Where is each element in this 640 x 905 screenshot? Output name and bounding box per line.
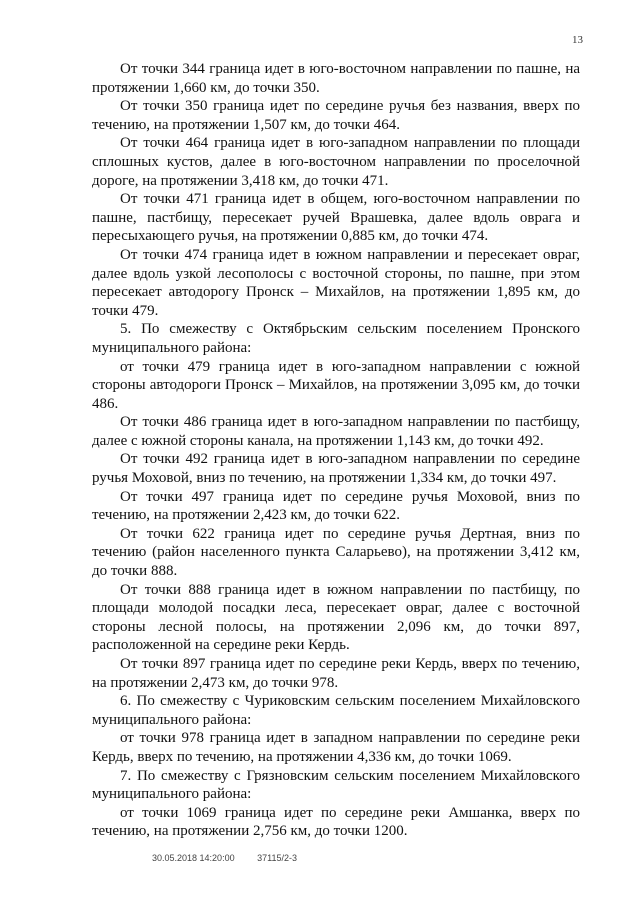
section-heading: 7. По смежеству с Грязновским сельским поселением Михайловского муниципального района:: [92, 767, 580, 803]
paragraph: от точки 479 граница идет в юго-западном направлении с южной стороны автодороги Пронск – Михайлов, на протяжении 3,095 км, до точки 486.: [92, 358, 580, 412]
paragraph: От точки 888 граница идет в южном направлении по пастбищу, по площади молодой посадки леса, пересекает овраг, далее с восточной стороны лесной полосы, на протяжении 2,096 км, до точки 897, расположенной на середине реки Кердь.: [92, 581, 580, 654]
footer-doc-id: 37115/2-3: [257, 853, 297, 863]
paragraph: От точки 897 граница идет по середине реки Кердь, вверх по течению, на протяжении 2,473 км, до точки 978.: [92, 656, 580, 691]
paragraph: От точки 486 граница идет в юго-западном направлении по пастбищу, далее с южной стороны канала, на протяжении 1,143 км, до точки 492.: [92, 414, 580, 449]
paragraph: От точки 492 граница идет в юго-западном направлении по середине ручья Моховой, вниз по течению, на протяжении 1,334 км, до точки 497.: [92, 451, 580, 487]
footer-timestamp: 30.05.2018 14:20:00: [152, 853, 235, 863]
footer: [152, 853, 317, 863]
paragraph: от точки 1069 граница идет по середине реки Амшанка, вверх по течению, на протяжении 2,756 км, до точки 1200.: [92, 804, 580, 840]
paragraph: от точки 978 граница идет в западном направлении по середине реки Кердь, вверх по течению, на протяжении 4,336 км, до точки 1069.: [92, 730, 580, 765]
paragraph: От точки 350 граница идет по середине ручья без названия, вверх по течению, на протяжении 1,507 км, до точки 464.: [92, 98, 580, 133]
paragraph: От точки 471 граница идет в общем, юго-восточном направлении по пашне, пастбищу, пересекает ручей Врашевка, далее вдоль оврага и пересыхающего ручья, на протяжении 0,885 км, до точки 474.: [92, 191, 580, 245]
paragraph: От точки 344 граница идет в юго-восточном направлении по пашне, на протяжении 1,660 км, до точки 350.: [92, 61, 580, 96]
section-heading: 5. По смежеству с Октябрьским сельским поселением Пронского муниципального района:: [92, 321, 580, 356]
paragraph: От точки 464 граница идет в юго-западном направлении по площади сплошных кустов, далее в юго-восточном направлении по проселочной дороге, на протяжении 3,418 км, до точки 471.: [92, 135, 580, 189]
paragraph: От точки 474 граница идет в южном направлении и пересекает овраг, далее вдоль узкой лесополосы с восточной стороны, по пашне, при этом пересекает автодорогу Пронск – Михайлов, на протяжении 1,895 км, до точки 479.: [92, 246, 580, 319]
document-body: [92, 60, 580, 841]
paragraph: От точки 497 граница идет по середине ручья Моховой, вниз по течению, на протяжении 2,423 км, до точки 622.: [92, 488, 580, 524]
section-heading: 6. По смежеству с Чуриковским сельским поселением Михайловского муниципального района:: [92, 693, 580, 728]
paragraph: От точки 622 граница идет по середине ручья Дертная, вниз по течению (район населенного пункта Саларьево), на протяжении 3,412 км, до точки 888.: [92, 525, 580, 580]
page-number: 13: [572, 34, 583, 46]
